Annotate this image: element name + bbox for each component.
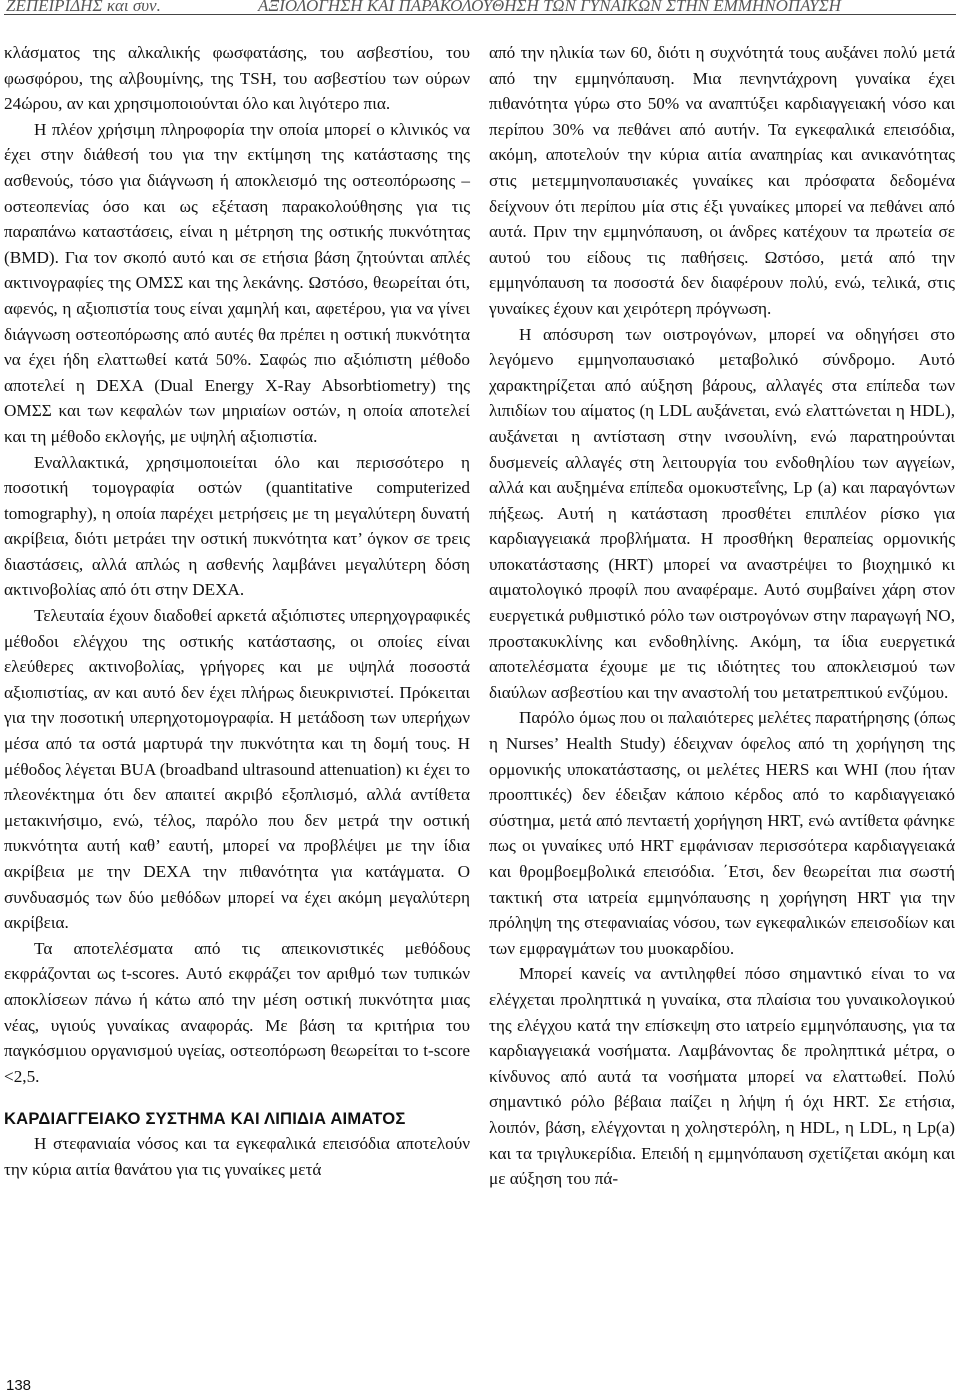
header-rule (4, 14, 956, 15)
header-title: ΑΞΙΟΛΟΓΗΣΗ ΚΑΙ ΠΑΡΑΚΟΛΟΥΘΗΣΗ ΤΩΝ ΓΥΝΑΙΚΩΝ ΣΤΗΝ ΕΜΜΗΝΟΠΑΥΣΗ (258, 0, 841, 15)
right-paragraph-1: από την ηλικία των 60, διότι η συχνότητά τους αυξάνει πολύ μετά από την εμμηνόπαυση. Μια πενηντάχρονη γυναίκα έχει πιθανότητα γύρω στο 50% να αναπτύξει καρδιαγγειακή νόσο και περίπου 30% να πεθάνει από αυτήν. Τα εγκεφαλικά επεισόδια, ακόμη, αποτελούν την κύρια αιτία αναπηρίας και ανικανότητας στις μετεμμηνοπαυσιακές γυναίκες και πρόσφατα δεδομένα δείχνουν ότι περίπου μία στις έξι γυναίκες μπορεί να πεθάνει από αυτά. Πριν την εμμηνόπαυση, οι άνδρες κατέχουν τα πρωτεία σε αυτού του είδους τις παθήσεις. Ωστόσο, μετά από την εμμηνόπαυση τα ποσοστά δεν διαφέρουν πολύ, ενώ, τελικά, στις γυναίκες έχουν και χειρότερη πρόγνωση. (489, 43, 955, 318)
section-paragraph: Η στεφανιαία νόσος και τα εγκεφαλικά επεισόδια αποτελούν την κύρια αιτία θανάτου για τις γυναίκες μετά (4, 1134, 470, 1179)
left-paragraph-1: κλάσματος της αλκαλικής φωσφατάσης, του ασβεστίου, του φωσφόρου, της αλβουμίνης, της TSH, του ασβεστίου των ούρων 24ώρου, αν και χρησιμοποιούνται όλο και λιγότερο πια. (4, 43, 470, 114)
left-paragraph-3: Εναλλακτικά, χρησιμοποιείται όλο και περισσότερο η ποσοτική τομογραφία οστών (quantitative computerized tomography), η οποία παρέχει μετρήσεις με τη μεγαλύτερη δυνατή ακρίβεια, διότι μετράει την οστική πυκνότητα κατ’ όγκον σε τρεις διαστάσεις, αλλά απλώς η ασθενής λαμβάνει μεγαλύτερη δόση ακτινοβολίας από ότι στην DEXA. (4, 452, 470, 600)
right-paragraph-4: Μπορεί κανείς να αντιληφθεί πόσο σημαντικό είναι το να ελέγχεται προληπτικά η γυναίκα, στα πλαίσια του γυναικολογικού της ελέγχου κατά την επίσκεψη στο ιατρείο εμμηνόπαυσης, για τα καρδιαγγειακά νοσήματα. Λαμβάνοντας δε προληπτικά μέτρα, ο κίνδυνος από αυτά τα νοσήματα μπορεί να ελαττωθεί. Πολύ σημαντικό ρόλο βέβαια παίζει η λήψη ή όχι HRT. Σε ετήσια, λοιπόν, βάση, ελέγχονται η χοληστερόλη, η HDL, η LDL, η Lp(a) και τα τριγλυκερίδια. Επειδή η εμμηνόπαυση σχετίζεται ακόμη και με αύξηση του πά- (489, 964, 955, 1189)
right-column (489, 40, 955, 1192)
left-column (4, 40, 470, 1183)
left-paragraph-4: Τελευταία έχουν διαδοθεί αρκετά αξιόπιστες υπερηχογραφικές μέθοδοι ελέγχου της οστικής κατάστασης, οι οποίες είναι ελεύθερες ακτινοβολίας, γρήγορες και με υψηλά ποσοστά αξιοπιστίας, αν και αυτό δεν έχει πλήρως διευκρινιστεί. Πρόκειται για την ποσοτική υπερηχοτομογραφία. Η μετάδοση των υπερήχων μέσα από τα οστά μαρτυρά την πυκνότητα και τη δομή τους. Η μέθοδος λέγεται BUA (broadband ultrasound attenuation) κι έχει το πλεονέκτημα ότι δεν απαιτεί ακριβό εξοπλισμό, αλλά αντίθετα μετακινήσιμο, ενώ, τέλος, παρόλο που δεν μετρά την οστική πυκνότητα αυτή καθ’ εαυτή, μπορεί να προβλέψει με την ίδια ακρίβεια με την DEXA την πιθανότητα για κατάγματα. Ο συνδυασμός των δύο μεθόδων μπορεί να έχει ακόμη μεγαλύτερη ακρίβεια. (4, 606, 470, 933)
page-number: 138 (6, 1377, 32, 1394)
running-header (0, 0, 960, 14)
left-paragraph-5: Τα αποτελέσματα από τις απεικονιστικές μεθόδους εκφράζονται ως t-scores. Αυτό εκφράζει τον αριθμό των τυπικών αποκλίσεων πάνω ή κάτω από την μέση οστική πυκνότητα μιας νέας, υγιούς γυναίκας αναφοράς. Με βάση τα κριτήρια του παγκόσμιου οργανισμού υγείας, οστεοπόρωση θεωρείται το t-score <2,5. (4, 938, 470, 1086)
header-authors: ΖΕΠΕΙΡΙΔΗΣ και συν. (6, 0, 161, 15)
section-heading: ΚΑΡΔΙΑΓΓΕΙΑΚΟ ΣΥΣΤΗΜΑ ΚΑΙ ΛΙΠΙΔΙΑ ΑΙΜΑΤΟΣ (4, 1109, 406, 1129)
right-paragraph-3: Παρόλο όμως που οι παλαιότερες μελέτες παρατήρησης (όπως η Nurses’ Health Study) έδειχναν όφελος από τη χορήγηση της ορμονικής υποκατάστασης, οι μελέτες HERS και WHI (που ήταν προοπτικές) δεν έδειξαν κάποιο κέρδος από το καρδιαγγειακό σύστημα, μετά από πενταετή χορήγηση HRT, ενώ αντίθετα φάνηκε πως οι γυναίκες υπό HRT εμφάνισαν περισσότερα καρδιαγγειακά και θρομβοεμβολικά επεισόδια. ΄Ετσι, δεν θεωρείται πια σωστή τακτική στα ιατρεία εμμηνόπαυσης η χορήγηση HRT για την πρόληψη της στεφανιαίας νόσου, των εγκεφαλικών επεισοδίων και των εμφραγμάτων του μυοκαρδίου. (489, 708, 955, 958)
right-paragraph-2: Η απόσυρση των οιστρογόνων, μπορεί να οδηγήσει στο λεγόμενο εμμηνοπαυσιακό μεταβολικό σύνδρομο. Αυτό χαρακτηρίζεται από αύξηση βάρους, αλλαγές στα επίπεδα των λιπιδίων του αίματος (η LDL αυξάνεται, ενώ ελαττώνεται η HDL), αυξάνεται η αντίσταση στην ινσουλίνη, ενώ παρατηρούνται δυσμενείς αλλαγές στη λειτουργία του ενδοθηλίου των αγγείων, αλλά και αυξημένα επίπεδα ομοκυστεΐνης, Lp (a) και παραγόντων πήξεως. Αυτή η κατάσταση προσθέτει επιπλέον ρίσκο για καρδιαγγειακά προβλήματα. Η προσθήκη θεραπείας ορμονικής υποκατάστασης (HRT) μπορεί να αναστρέψει το βιοχημικό κι αιματολογικό προφίλ που αναφέραμε. Αυτό συμβαίνει χάρη στον ευεργετικά ρυθμιστικό ρόλο των οιστρογόνων στην παραγωγή NO, προστακυκλίνης και ενδοθηλίνης. Ακόμη, τα ίδια ευεργετικά αποτελέσματα έχουμε με τις ιδιότητες του αποκλεισμού των διαύλων ασβεστίου και την αναστολή του μετατρεπτικού ενζύμου. (489, 324, 955, 702)
left-paragraph-2: Η πλέον χρήσιμη πληροφορία την οποία μπορεί ο κλινικός να έχει στην διάθεσή του για την εκτίμηση της κατάστασης της ασθενούς, τόσο για διάγνωση ή αποκλεισμό της οστεοπόρωσης – οστεοπενίας όσο και ως εξέταση παρακολούθησης για τις παραπάνω καταστάσεις, είναι η μέτρηση της οστικής πυκνότητας (BMD). Για τον σκοπό αυτό και σε ετήσια βάση ζητούνται απλές ακτινογραφίες της ΟΜΣΣ και της λεκάνης. Ωστόσο, θεωρείται ότι, αφενός, η αξιοπιστία τους είναι χαμηλή και, αφετέρου, για να γίνει διάγνωση οστεοπόρωσης από αυτές θα πρέπει η οστική πυκνότητα να έχει ήδη ελαττωθεί κατά 50%. Σαφώς πιο αξιόπιστη μέθοδο αποτελεί η DEXA (Dual Energy X-Ray Absorbtiometry) της ΟΜΣΣ και των κεφαλών των μηριαίων οστών, η οποία αποτελεί και τη μέθοδο εκλογής, με υψηλή αξιοπιστία. (4, 119, 470, 446)
